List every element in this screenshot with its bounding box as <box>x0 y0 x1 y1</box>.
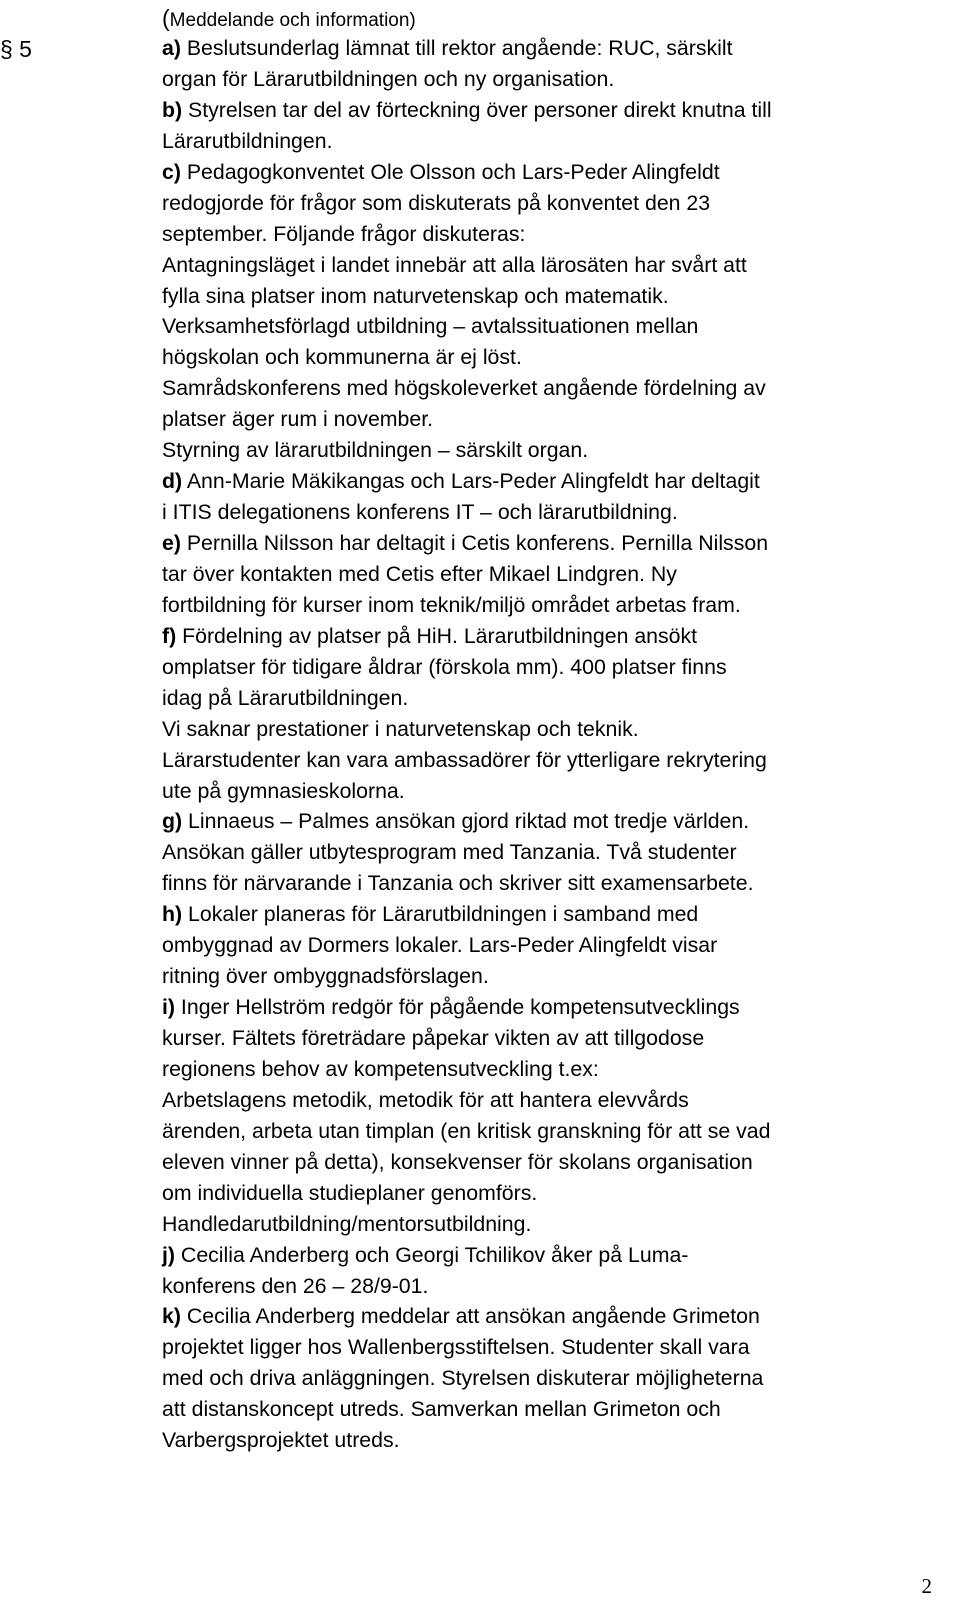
text-line <box>162 776 952 807</box>
text-line <box>162 1301 952 1332</box>
text-line <box>162 683 952 714</box>
text-line <box>162 126 952 157</box>
text-line <box>162 435 952 466</box>
heading-open-paren: ( <box>162 5 170 31</box>
line-text: september. Följande frågor diskuteras: <box>162 221 526 246</box>
text-line <box>162 157 952 188</box>
text-line <box>162 528 952 559</box>
line-text: om individuella studieplaner genomförs. <box>162 1180 538 1205</box>
text-line <box>162 1147 952 1178</box>
text-line <box>162 745 952 776</box>
item-letter: a) <box>162 36 181 60</box>
text-line <box>162 961 952 992</box>
text-line <box>162 992 952 1023</box>
text-line <box>162 311 952 342</box>
line-text: tar över kontakten med Cetis efter Mikael Lindgren. Ny <box>162 561 677 586</box>
heading-text: Meddelande och information) <box>169 10 416 31</box>
line-text: Arbetslagens metodik, metodik för att hantera elevvårds <box>162 1087 689 1112</box>
text-line <box>162 373 952 404</box>
line-text: Styrelsen tar del av förteckning över personer direkt knutna till <box>182 97 772 122</box>
line-text: Inger Hellström redgör för pågående kompetensutvecklings <box>175 995 740 1020</box>
text-line <box>162 868 952 899</box>
text-line <box>162 837 952 868</box>
text-line <box>162 33 952 64</box>
line-text: redogjorde för frågor som diskuterats på konventet den 23 <box>162 190 711 215</box>
text-line <box>162 1209 952 1240</box>
text-line <box>162 1023 952 1054</box>
line-text: idag på Lärarutbildningen. <box>162 685 409 710</box>
line-text: i ITIS delegationens konferens IT – och lärarutbildning. <box>162 500 678 525</box>
section-marker: § 5 <box>0 36 32 62</box>
line-text: konferens den 26 – 28/9-01. <box>162 1273 429 1298</box>
line-text: Ansökan gäller utbytesprogram med Tanzania. Två studenter <box>162 840 737 865</box>
text-line <box>162 64 952 95</box>
item-letter: c) <box>162 159 181 184</box>
text-line <box>162 930 952 961</box>
line-text: Pedagogkonventet Ole Olsson och Lars-Peder Alingfeldt <box>180 159 720 184</box>
text-line <box>162 1425 952 1456</box>
line-text: Pernilla Nilsson har deltagit i Cetis konferens. Pernilla Nilsson <box>180 531 769 555</box>
minutes-body <box>162 33 952 1456</box>
text-line <box>162 590 952 621</box>
text-line <box>162 1363 952 1394</box>
section-heading-note <box>162 6 416 33</box>
item-letter: i) <box>162 995 176 1020</box>
line-text: Vi saknar prestationer i naturvetenskap och teknik. <box>162 716 639 741</box>
line-text: kurser. Fältets företrädare påpekar vikten av att tillgodose <box>162 1026 705 1050</box>
item-letter: b) <box>162 97 183 122</box>
line-text: fortbildning för kurser inom teknik/miljö området arbetas fram. <box>162 592 741 617</box>
text-line <box>162 497 952 528</box>
item-letter: g) <box>162 809 183 834</box>
item-letter: e) <box>162 531 181 555</box>
line-text: finns för närvarande i Tanzania och skriver sitt examensarbete. <box>162 871 754 896</box>
text-line <box>162 1178 952 1209</box>
line-text: Samrådskonferens med högskoleverket angående fördelning av <box>162 376 766 401</box>
text-line <box>162 404 952 435</box>
item-letter: d) <box>162 469 183 494</box>
line-text: omplatser för tidigare åldrar (förskola mm). 400 platser finns <box>162 654 727 679</box>
text-line <box>162 1085 952 1116</box>
page-number: 2 <box>921 1574 932 1598</box>
line-text: Handledarutbildning/mentorsutbildning. <box>162 1211 532 1236</box>
line-text: Antagningsläget i landet innebär att alla lärosäten har svårt att <box>162 252 747 277</box>
text-line <box>162 250 952 281</box>
text-line <box>162 188 952 219</box>
line-text: Lärarstudenter kan vara ambassadörer för ytterligare rekrytering <box>162 747 767 772</box>
line-text: Lokaler planeras för Lärarutbildningen i samband med <box>182 902 699 927</box>
line-text: Fördelning av platser på HiH. Lärarutbildningen ansökt <box>176 623 698 648</box>
line-text: ombyggnad av Dormers lokaler. Lars-Peder Alingfeldt visar <box>162 933 718 958</box>
line-text: Verksamhetsförlagd utbildning – avtalssituationen mellan <box>162 314 699 339</box>
line-text: regionens behov av kompetensutveckling t.ex: <box>162 1056 599 1081</box>
text-line <box>162 1240 952 1271</box>
text-line <box>162 621 952 652</box>
line-text: ritning över ombyggnadsförslagen. <box>162 964 489 989</box>
item-letter: f) <box>162 623 177 648</box>
item-letter: k) <box>162 1304 181 1329</box>
item-letter: h) <box>162 902 183 927</box>
text-line <box>162 1271 952 1302</box>
line-text: Cecilia Anderberg meddelar att ansökan angående Grimeton <box>180 1304 760 1329</box>
text-line <box>162 652 952 683</box>
line-text: ärenden, arbeta utan timplan (en kritisk granskning för att se vad <box>162 1118 771 1143</box>
text-line <box>162 281 952 312</box>
text-line <box>162 466 952 497</box>
line-text: Lärarutbildningen. <box>162 128 333 153</box>
text-line <box>162 714 952 745</box>
line-text: Linnaeus – Palmes ansökan gjord riktad mot tredje världen. <box>182 809 750 834</box>
line-text: eleven vinner på detta), konsekvenser för skolans organisation <box>162 1149 753 1174</box>
text-line <box>162 95 952 126</box>
item-letter: j) <box>162 1242 176 1267</box>
text-line <box>162 899 952 930</box>
line-text: fylla sina platser inom naturvetenskap och matematik. <box>162 283 669 308</box>
line-text: organ för Lärarutbildningen och ny organisation. <box>162 66 615 91</box>
text-line <box>162 219 952 250</box>
line-text: projektet ligger hos Wallenbergsstiftelsen. Studenter skall vara <box>162 1335 750 1360</box>
line-text: Ann-Marie Mäkikangas och Lars-Peder Alingfeldt har deltagit <box>182 469 760 494</box>
line-text: platser äger rum i november. <box>162 407 434 432</box>
line-text: Beslutsunderlag lämnat till rektor angående: RUC, särskilt <box>180 36 733 60</box>
text-line <box>162 806 952 837</box>
text-line <box>162 1116 952 1147</box>
text-line <box>162 1054 952 1085</box>
line-text: Varbergsprojektet utreds. <box>162 1428 400 1453</box>
line-text: Styrning av lärarutbildningen – särskilt organ. <box>162 438 589 463</box>
text-line <box>162 1332 952 1363</box>
line-text: med och driva anläggningen. Styrelsen diskuterar möjligheterna <box>162 1366 764 1391</box>
line-text: ute på gymnasieskolorna. <box>162 778 405 803</box>
text-line <box>162 559 952 590</box>
line-text: att distanskoncept utreds. Samverkan mellan Grimeton och <box>162 1397 721 1422</box>
line-text: högskolan och kommunerna är ej löst. <box>162 345 522 370</box>
text-line <box>162 1394 952 1425</box>
line-text: Cecilia Anderberg och Georgi Tchilikov åker på Luma- <box>175 1242 689 1267</box>
text-line <box>162 342 952 373</box>
